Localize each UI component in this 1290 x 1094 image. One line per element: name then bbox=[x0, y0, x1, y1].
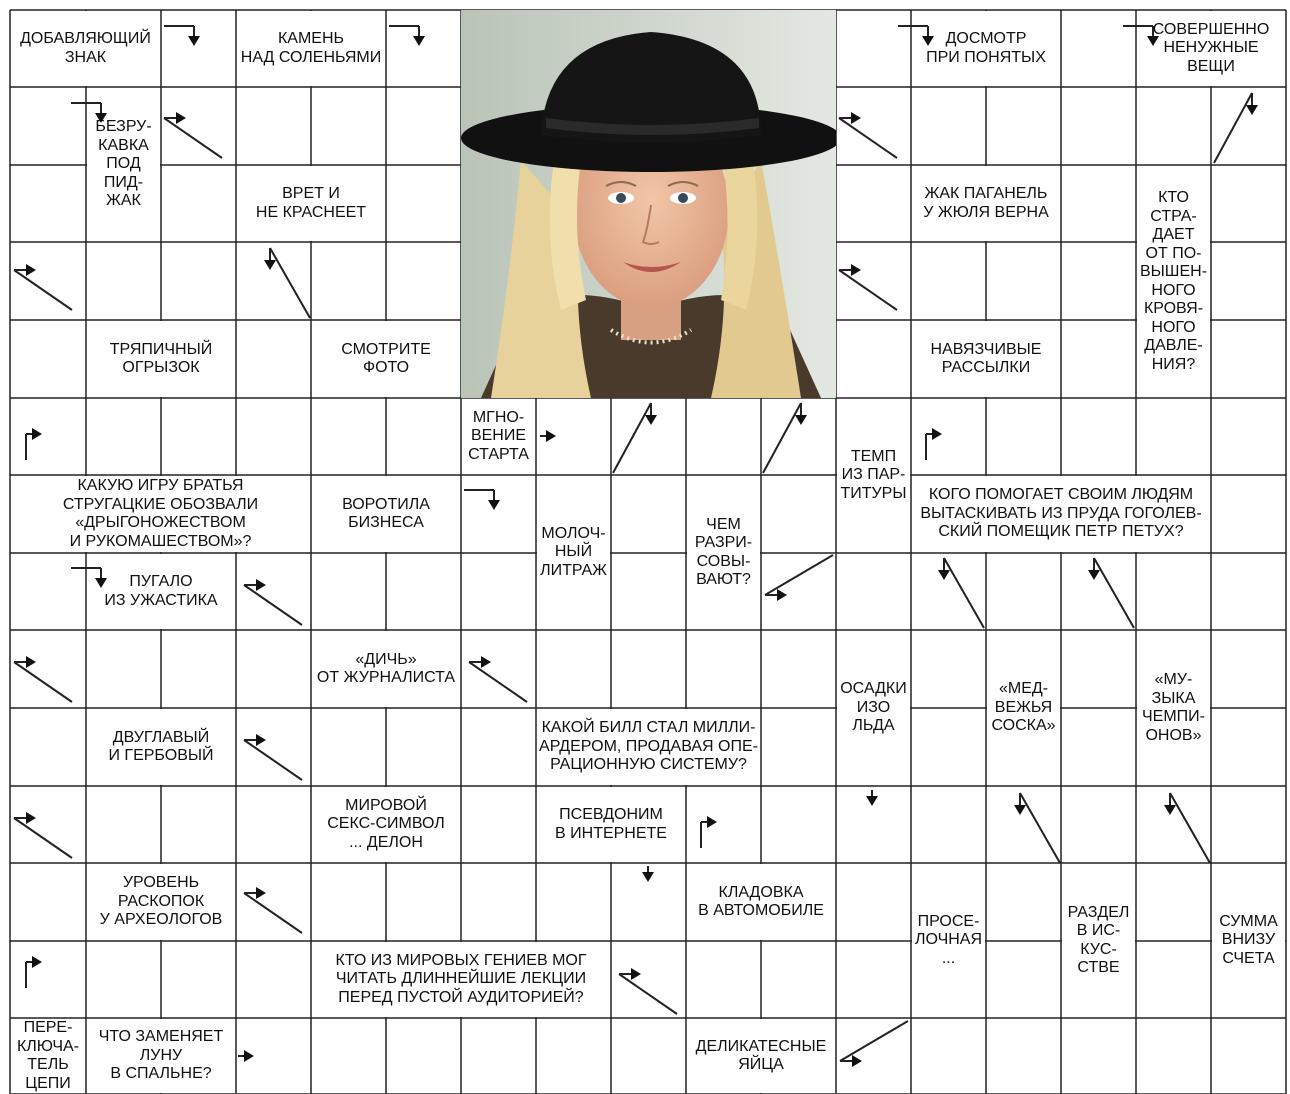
clue-31: РАЗДЕЛ В ИС- КУС- СТВЕ bbox=[1067, 903, 1130, 976]
clue-9: ТРЯПИЧНЫЙ ОГРЫЗОК bbox=[109, 340, 213, 376]
clue-4: СОВЕРШЕННО НЕНУЖНЫЕ ВЕЩИ bbox=[1152, 20, 1270, 75]
clue-32: СУММА ВНИЗУ СЧЕТА bbox=[1219, 912, 1278, 967]
clue-30: ПРОСЕ- ЛОЧНАЯ ... bbox=[914, 912, 983, 967]
clue-19: ПУГАЛО ИЗ УЖАСТИКА bbox=[104, 573, 218, 609]
clue-8: КТО СТРА- ДАЕТ ОТ ПО- ВЫШЕН- НОГО КРОВЯ- НОГО ДАВЛЕ- НИЯ? bbox=[1139, 189, 1208, 373]
clue-25: КАКОЙ БИЛЛ СТАЛ МИЛЛИ- АРДЕРОМ, ПРОДАВАЯ ОПЕ- РАЦИОННУЮ СИСТЕМУ? bbox=[539, 719, 758, 774]
clue-35: ЧТО ЗАМЕНЯЕТ ЛУНУ В СПАЛЬНЕ? bbox=[98, 1028, 224, 1083]
clue-13: ТЕМП ИЗ ПАР- ТИТУРЫ bbox=[840, 447, 907, 502]
clue-15: ВОРОТИЛА БИЗНЕСА bbox=[342, 495, 430, 531]
clue-34: ПЕРЕ- КЛЮЧА- ТЕЛЬ ЦЕПИ bbox=[16, 1019, 80, 1092]
clue-27: ПСЕВДОНИМ В ИНТЕРНЕТЕ bbox=[555, 806, 667, 842]
clue-26: МИРОВОЙ СЕКС-СИМВОЛ ... ДЕЛОН bbox=[327, 796, 445, 851]
clue-17: ЧЕМ РАЗРИ- СОВЫ- ВАЮТ? bbox=[694, 515, 753, 588]
clue-11: НАВЯЗЧИВЫЕ РАССЫЛКИ bbox=[930, 340, 1042, 376]
clue-10: СМОТРИТЕ ФОТО bbox=[341, 340, 431, 376]
clue-18: КОГО ПОМОГАЕТ СВОИМ ЛЮДЯМ ВЫТАСКИВАТЬ ИЗ ПРУДА ГОГОЛЕВ- СКИЙ ПОМЕЩИК ПЕТР ПЕТУХ? bbox=[920, 486, 1202, 541]
clue-12: МГНО- ВЕНИЕ СТАРТА bbox=[468, 408, 529, 463]
clue-2: КАМЕНЬ НАД СОЛЕНЬЯМИ bbox=[240, 30, 382, 66]
clue-1: ДОБАВЛЯЮЩИЙ ЗНАК bbox=[20, 30, 151, 66]
clue-5: БЕЗРУ- КАВКА ПОД ПИД- ЖАК bbox=[95, 118, 152, 210]
clue-23: «МУ- ЗЫКА ЧЕМПИ- ОНОВ» bbox=[1142, 671, 1205, 744]
clue-21: ОСАДКИ ИЗО ЛЬДА bbox=[840, 680, 907, 735]
portrait-illustration bbox=[461, 10, 836, 398]
clue-28: УРОВЕНЬ РАСКОПОК У АРХЕОЛОГОВ bbox=[99, 874, 223, 929]
clue-14: КАКУЮ ИГРУ БРАТЬЯ СТРУГАЦКИЕ ОБОЗВАЛИ «ДРЫГОНОЖЕСТВОМ И РУКОМАШЕСТВОМ»? bbox=[62, 477, 259, 550]
clue-29: КЛАДОВКА В АВТОМОБИЛЕ bbox=[698, 883, 824, 919]
clue-3: ДОСМОТР ПРИ ПОНЯТЫХ bbox=[926, 30, 1046, 66]
clue-36: ДЕЛИКАТЕСНЫЕ ЯЙЦА bbox=[695, 1037, 827, 1073]
clue-20: «ДИЧЬ» ОТ ЖУРНАЛИСТА bbox=[316, 650, 456, 686]
portrait-photo bbox=[461, 10, 836, 398]
clue-7: ЖАК ПАГАНЕЛЬ У ЖЮЛЯ ВЕРНА bbox=[923, 185, 1049, 221]
clue-22: «МЕД- ВЕЖЬЯ СОСКА» bbox=[991, 680, 1056, 735]
clue-6: ВРЕТ И НЕ КРАСНЕЕТ bbox=[255, 185, 367, 221]
clue-24: ДВУГЛАВЫЙ И ГЕРБОВЫЙ bbox=[108, 728, 214, 764]
clue-16: МОЛОЧ- НЫЙ ЛИТРАЖ bbox=[540, 524, 607, 579]
clue-33: КТО ИЗ МИРОВЫХ ГЕНИЕВ МОГ ЧИТАТЬ ДЛИННЕЙШИЕ ЛЕКЦИИ ПЕРЕД ПУСТОЙ АУДИТОРИЕЙ? bbox=[335, 951, 587, 1006]
